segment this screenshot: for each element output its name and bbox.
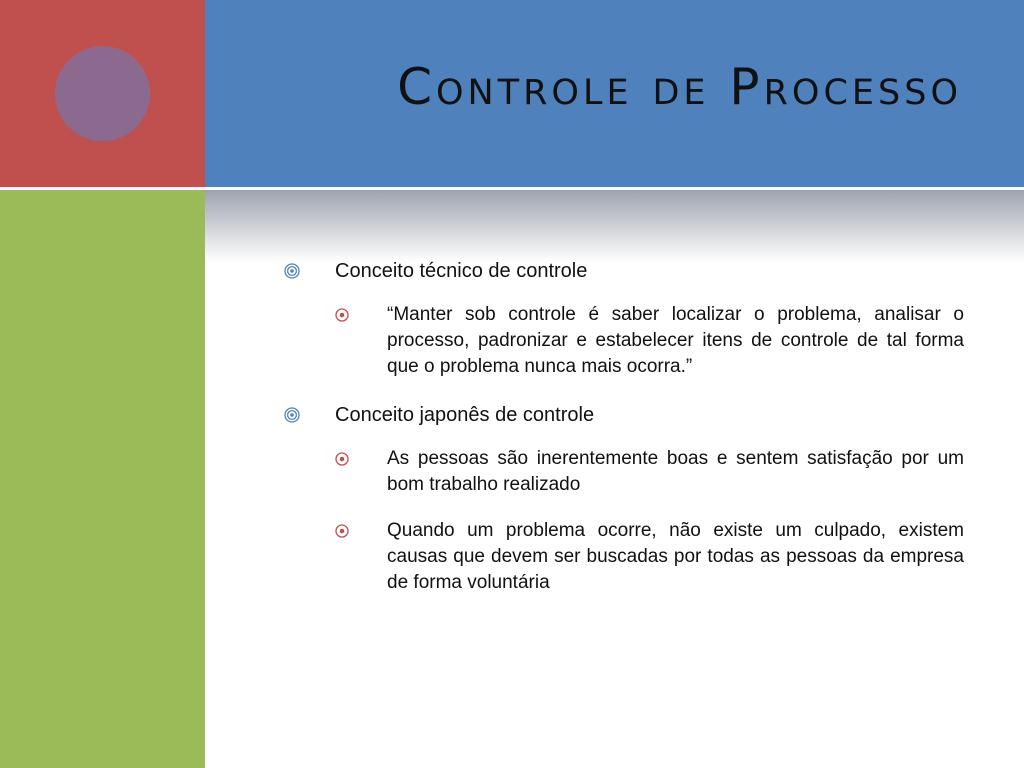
sub-bullet-item [335, 302, 964, 380]
sub-bullet-text: Quando um problema ocorre, não existe um culpado, existem causas que devem ser buscadas por todas as pessoas da empresa de forma voluntária [387, 520, 964, 593]
concentric-circle-bullet-icon [284, 407, 300, 423]
sub-bullet-text: “Manter sob controle é saber localizar o problema, analisar o processo, padronizar e estabelecer itens de controle de tal forma que o problema nunca mais ocorra.” [387, 304, 964, 377]
bullet-text: Conceito técnico de controle [335, 260, 588, 282]
dot-circle-bullet-icon [335, 452, 349, 466]
bullet-text: Conceito japonês de controle [335, 404, 595, 426]
slide-title: Controle de Processo [397, 58, 962, 116]
slide-content [284, 258, 964, 616]
bullet-item [284, 402, 964, 428]
sub-bullet-item [335, 446, 964, 498]
dot-circle-bullet-icon [335, 308, 349, 322]
decorative-circle [55, 46, 150, 141]
bullet-item [284, 258, 964, 284]
concentric-circle-bullet-icon [284, 263, 300, 279]
green-side-bar [0, 190, 205, 768]
sub-bullet-item [335, 518, 964, 596]
sub-bullet-text: As pessoas são inerentemente boas e sentem satisfação por um bom trabalho realizado [387, 448, 964, 495]
gradient-band [205, 190, 1024, 262]
dot-circle-bullet-icon [335, 524, 349, 538]
